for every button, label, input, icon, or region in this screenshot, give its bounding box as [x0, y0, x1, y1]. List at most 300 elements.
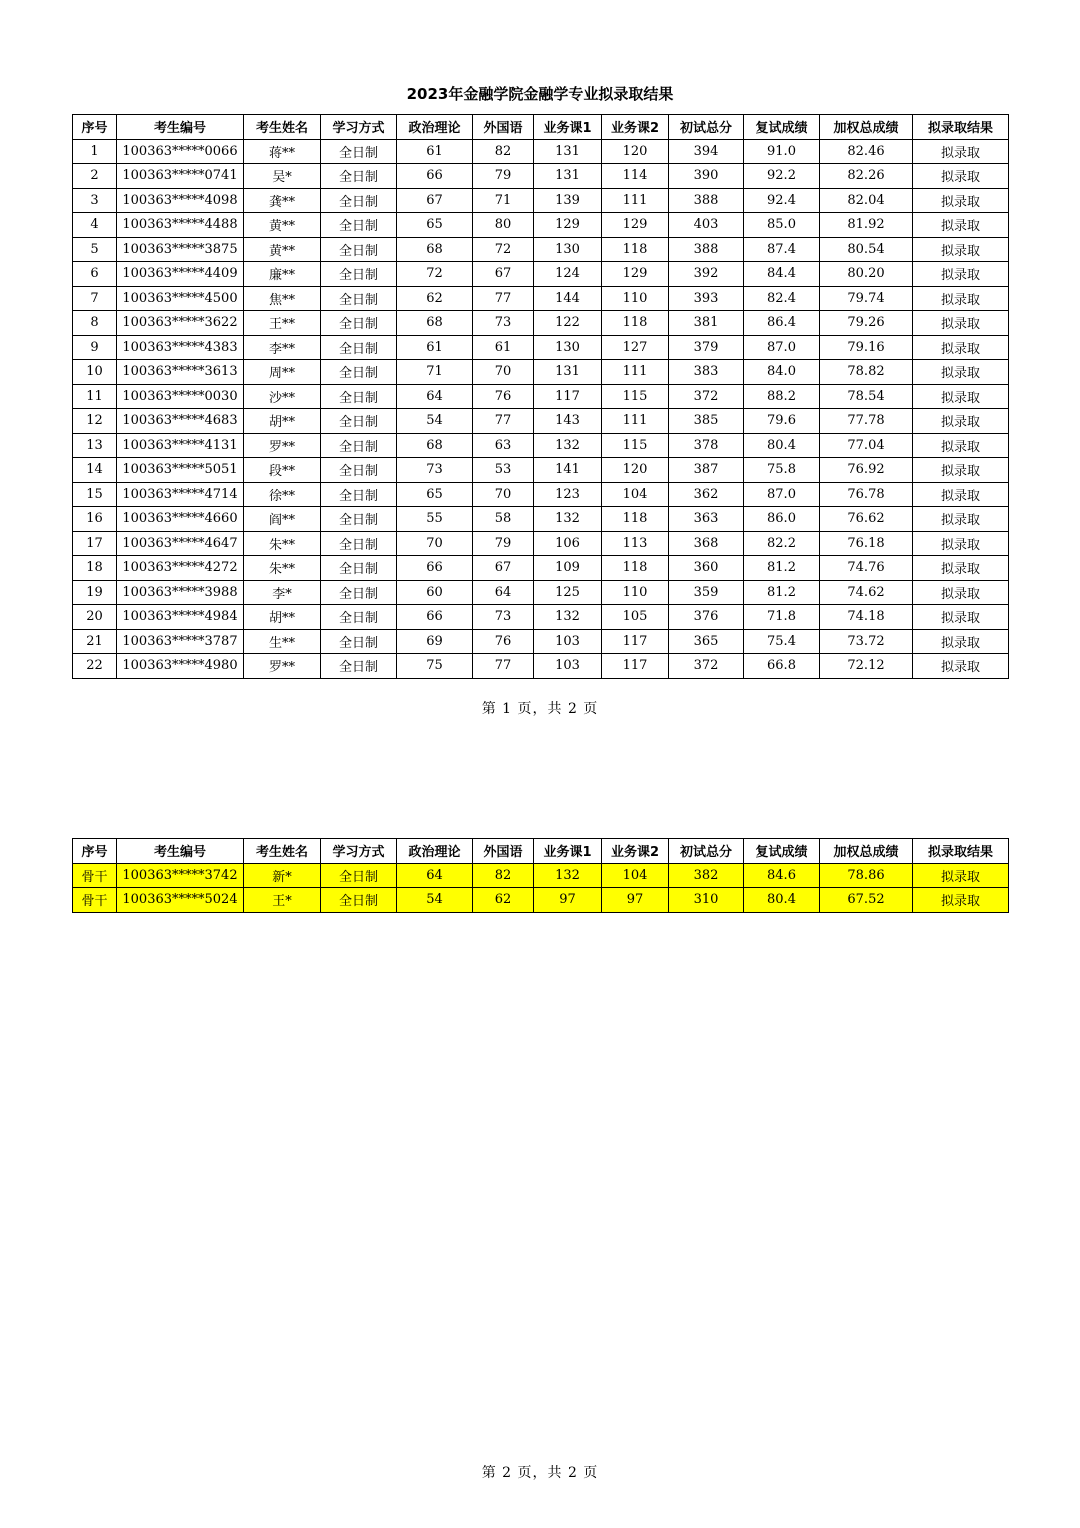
- table-cell: 生**: [244, 629, 321, 654]
- table-cell: 全日制: [321, 605, 397, 630]
- table-cell: 114: [602, 164, 669, 189]
- table-cell: 100363*****0066: [117, 139, 244, 164]
- table-cell: 117: [534, 384, 602, 409]
- table-cell: 385: [669, 409, 744, 434]
- table-cell: 105: [602, 605, 669, 630]
- table-cell: 132: [534, 507, 602, 532]
- table-cell: 100363*****4383: [117, 335, 244, 360]
- table-cell: 全日制: [321, 433, 397, 458]
- table-cell: 拟录取: [913, 507, 1009, 532]
- table-cell: 22: [73, 654, 117, 679]
- table-cell: 82.04: [820, 188, 913, 213]
- table-cell: 130: [534, 237, 602, 262]
- table-cell: 拟录取: [913, 409, 1009, 434]
- column-header: 加权总成绩: [820, 839, 913, 864]
- table-cell: 103: [534, 654, 602, 679]
- table-cell: 100363*****4683: [117, 409, 244, 434]
- table-cell: 392: [669, 262, 744, 287]
- table-cell: 376: [669, 605, 744, 630]
- table-cell: 115: [602, 384, 669, 409]
- table-cell: 82: [473, 863, 534, 888]
- table-cell: 75: [397, 654, 473, 679]
- table-cell: 79.74: [820, 286, 913, 311]
- table-cell: 拟录取: [913, 605, 1009, 630]
- table-cell: 66: [397, 556, 473, 581]
- table-cell: 79.16: [820, 335, 913, 360]
- table-cell: 65: [397, 213, 473, 238]
- table-cell: 全日制: [321, 213, 397, 238]
- table-cell: 109: [534, 556, 602, 581]
- table-cell: 365: [669, 629, 744, 654]
- table-cell: 60: [397, 580, 473, 605]
- table-cell: 周**: [244, 360, 321, 385]
- table-cell: 朱**: [244, 556, 321, 581]
- table-cell: 100363*****5024: [117, 888, 244, 913]
- table-cell: 66.8: [744, 654, 820, 679]
- table-cell: 拟录取: [913, 213, 1009, 238]
- column-header: 业务课1: [534, 115, 602, 140]
- table-cell: 382: [669, 863, 744, 888]
- table-cell: 徐**: [244, 482, 321, 507]
- table-cell: 70: [397, 531, 473, 556]
- table-cell: 72: [397, 262, 473, 287]
- table-cell: 120: [602, 139, 669, 164]
- table-cell: 372: [669, 654, 744, 679]
- table-cell: 全日制: [321, 360, 397, 385]
- page-footer-2: 第 2 页，共 2 页: [481, 1465, 599, 1481]
- table-row: [73, 164, 1009, 189]
- table-cell: 全日制: [321, 580, 397, 605]
- table-cell: 75.8: [744, 458, 820, 483]
- page-footer-1: 第 1 页，共 2 页: [481, 701, 599, 717]
- table-cell: 78.82: [820, 360, 913, 385]
- table-cell: 全日制: [321, 654, 397, 679]
- table-cell: 80.54: [820, 237, 913, 262]
- table-cell: 79: [473, 164, 534, 189]
- column-header: 业务课2: [602, 115, 669, 140]
- table-cell: 100363*****0030: [117, 384, 244, 409]
- table-cell: 拟录取: [913, 286, 1009, 311]
- table-cell: 393: [669, 286, 744, 311]
- table-row: [73, 629, 1009, 654]
- table-cell: 79: [473, 531, 534, 556]
- table-cell: 67: [473, 556, 534, 581]
- table-cell: 黄**: [244, 213, 321, 238]
- table-cell: 12: [73, 409, 117, 434]
- table-cell: 67.52: [820, 888, 913, 913]
- table-cell: 全日制: [321, 384, 397, 409]
- table-cell: 381: [669, 311, 744, 336]
- table-cell: 129: [602, 262, 669, 287]
- table-cell: 388: [669, 237, 744, 262]
- table-cell: 92.2: [744, 164, 820, 189]
- table-cell: 拟录取: [913, 139, 1009, 164]
- table-cell: 100363*****4131: [117, 433, 244, 458]
- table-cell: 75.4: [744, 629, 820, 654]
- table-cell: 71: [473, 188, 534, 213]
- table-cell: 115: [602, 433, 669, 458]
- table-cell: 120: [602, 458, 669, 483]
- table-cell: 132: [534, 605, 602, 630]
- column-header: 政治理论: [397, 839, 473, 864]
- table-cell: 76: [473, 629, 534, 654]
- table-cell: 139: [534, 188, 602, 213]
- table-row: [73, 507, 1009, 532]
- column-header: 序号: [73, 839, 117, 864]
- table-cell: 拟录取: [913, 531, 1009, 556]
- table-cell: 全日制: [321, 237, 397, 262]
- table-cell: 100363*****0741: [117, 164, 244, 189]
- table-cell: 蒋**: [244, 139, 321, 164]
- table-cell: 383: [669, 360, 744, 385]
- table-cell: 全日制: [321, 409, 397, 434]
- table-cell: 全日制: [321, 335, 397, 360]
- table-cell: 73: [473, 605, 534, 630]
- table-cell: 143: [534, 409, 602, 434]
- table-cell: 全日制: [321, 262, 397, 287]
- table-cell: 388: [669, 188, 744, 213]
- table-cell: 全日制: [321, 286, 397, 311]
- table-cell: 86.4: [744, 311, 820, 336]
- table-cell: 4: [73, 213, 117, 238]
- table-cell: 拟录取: [913, 458, 1009, 483]
- table-cell: 13: [73, 433, 117, 458]
- table-cell: 70: [473, 360, 534, 385]
- table-cell: 全日制: [321, 139, 397, 164]
- table-cell: 81.2: [744, 580, 820, 605]
- table-cell: 全日制: [321, 311, 397, 336]
- table-cell: 54: [397, 409, 473, 434]
- table-row: [73, 888, 1009, 913]
- table-cell: 77: [473, 654, 534, 679]
- table-cell: 拟录取: [913, 335, 1009, 360]
- table-cell: 71.8: [744, 605, 820, 630]
- table-cell: 61: [397, 139, 473, 164]
- table-cell: 拟录取: [913, 654, 1009, 679]
- table-cell: 122: [534, 311, 602, 336]
- table-cell: 82.46: [820, 139, 913, 164]
- table-cell: 骨干: [73, 863, 117, 888]
- table-cell: 110: [602, 286, 669, 311]
- table-header-row: [73, 115, 1009, 140]
- table-cell: 拟录取: [913, 360, 1009, 385]
- table-cell: 74.18: [820, 605, 913, 630]
- table-row: [73, 139, 1009, 164]
- table-cell: 117: [602, 629, 669, 654]
- table-cell: 64: [397, 384, 473, 409]
- table-cell: 394: [669, 139, 744, 164]
- column-header: 加权总成绩: [820, 115, 913, 140]
- table-cell: 65: [397, 482, 473, 507]
- table-cell: 359: [669, 580, 744, 605]
- table-cell: 拟录取: [913, 556, 1009, 581]
- table-cell: 全日制: [321, 531, 397, 556]
- table-cell: 87.0: [744, 482, 820, 507]
- table-row: [73, 311, 1009, 336]
- table-cell: 骨干: [73, 888, 117, 913]
- table-cell: 390: [669, 164, 744, 189]
- table-cell: 80.4: [744, 888, 820, 913]
- table-cell: 100363*****4488: [117, 213, 244, 238]
- table-cell: 68: [397, 237, 473, 262]
- table-cell: 100363*****3988: [117, 580, 244, 605]
- table-cell: 阎**: [244, 507, 321, 532]
- table-cell: 64: [397, 863, 473, 888]
- table-cell: 黄**: [244, 237, 321, 262]
- column-header: 业务课2: [602, 839, 669, 864]
- table-cell: 吴*: [244, 164, 321, 189]
- table-row: [73, 188, 1009, 213]
- table-cell: 127: [602, 335, 669, 360]
- table-cell: 82.26: [820, 164, 913, 189]
- table-cell: 97: [534, 888, 602, 913]
- table-cell: 19: [73, 580, 117, 605]
- table-cell: 76.18: [820, 531, 913, 556]
- table-cell: 全日制: [321, 458, 397, 483]
- table-cell: 85.0: [744, 213, 820, 238]
- table-cell: 100363*****3613: [117, 360, 244, 385]
- table-cell: 141: [534, 458, 602, 483]
- table-cell: 76.92: [820, 458, 913, 483]
- table-cell: 李*: [244, 580, 321, 605]
- table-cell: 86.0: [744, 507, 820, 532]
- table-cell: 79.26: [820, 311, 913, 336]
- table-cell: 97: [602, 888, 669, 913]
- table-cell: 372: [669, 384, 744, 409]
- table-cell: 拟录取: [913, 433, 1009, 458]
- column-header: 考生姓名: [244, 839, 321, 864]
- table-cell: 100363*****5051: [117, 458, 244, 483]
- table-cell: 117: [602, 654, 669, 679]
- page-title: 2023年金融学院金融学专业拟录取结果: [406, 85, 674, 103]
- table-row: [73, 458, 1009, 483]
- table-cell: 82: [473, 139, 534, 164]
- column-header: 初试总分: [669, 115, 744, 140]
- table-cell: 363: [669, 507, 744, 532]
- table-cell: 7: [73, 286, 117, 311]
- table-cell: 70: [473, 482, 534, 507]
- table-cell: 92.4: [744, 188, 820, 213]
- table-cell: 73: [473, 311, 534, 336]
- table-cell: 胡**: [244, 409, 321, 434]
- table-cell: 67: [397, 188, 473, 213]
- table-cell: 73: [397, 458, 473, 483]
- table-cell: 129: [602, 213, 669, 238]
- table-row: [73, 482, 1009, 507]
- table-cell: 53: [473, 458, 534, 483]
- table-row: [73, 384, 1009, 409]
- table-cell: 123: [534, 482, 602, 507]
- table-cell: 81.2: [744, 556, 820, 581]
- table-cell: 全日制: [321, 188, 397, 213]
- table-row: [73, 237, 1009, 262]
- table-cell: 84.4: [744, 262, 820, 287]
- table-cell: 100363*****3875: [117, 237, 244, 262]
- table-cell: 焦**: [244, 286, 321, 311]
- table-cell: 81.92: [820, 213, 913, 238]
- table-row: [73, 335, 1009, 360]
- table-cell: 拟录取: [913, 580, 1009, 605]
- table-cell: 118: [602, 237, 669, 262]
- column-header: 外国语: [473, 115, 534, 140]
- table-row: [73, 286, 1009, 311]
- table-cell: 罗**: [244, 654, 321, 679]
- table-cell: 113: [602, 531, 669, 556]
- table-cell: 62: [397, 286, 473, 311]
- table-cell: 77.78: [820, 409, 913, 434]
- table-cell: 80.4: [744, 433, 820, 458]
- table-cell: 76: [473, 384, 534, 409]
- table-cell: 100363*****4500: [117, 286, 244, 311]
- table-cell: 5: [73, 237, 117, 262]
- column-header: 序号: [73, 115, 117, 140]
- table-cell: 61: [473, 335, 534, 360]
- table-cell: 拟录取: [913, 384, 1009, 409]
- table-cell: 61: [397, 335, 473, 360]
- table-cell: 91.0: [744, 139, 820, 164]
- table-cell: 104: [602, 482, 669, 507]
- table-cell: 69: [397, 629, 473, 654]
- table-cell: 54: [397, 888, 473, 913]
- table-cell: 沙**: [244, 384, 321, 409]
- table-cell: 77: [473, 286, 534, 311]
- table-row: [73, 531, 1009, 556]
- table-cell: 罗**: [244, 433, 321, 458]
- table-cell: 78.54: [820, 384, 913, 409]
- table-cell: 130: [534, 335, 602, 360]
- table-cell: 104: [602, 863, 669, 888]
- table-cell: 131: [534, 139, 602, 164]
- table-row: [73, 556, 1009, 581]
- table-header-row: [73, 839, 1009, 864]
- column-header: 初试总分: [669, 839, 744, 864]
- table-row: [73, 580, 1009, 605]
- table-cell: 拟录取: [913, 482, 1009, 507]
- table-cell: 拟录取: [913, 262, 1009, 287]
- table-cell: 朱**: [244, 531, 321, 556]
- table-cell: 2: [73, 164, 117, 189]
- table-cell: 拟录取: [913, 863, 1009, 888]
- table-cell: 129: [534, 213, 602, 238]
- table-cell: 403: [669, 213, 744, 238]
- table-cell: 71: [397, 360, 473, 385]
- table-cell: 11: [73, 384, 117, 409]
- column-header: 复试成绩: [744, 839, 820, 864]
- table-cell: 84.0: [744, 360, 820, 385]
- table-row: [73, 433, 1009, 458]
- table-cell: 21: [73, 629, 117, 654]
- table-cell: 76.78: [820, 482, 913, 507]
- table-cell: 76.62: [820, 507, 913, 532]
- table-cell: 132: [534, 863, 602, 888]
- table-cell: 拟录取: [913, 164, 1009, 189]
- table-cell: 100363*****4272: [117, 556, 244, 581]
- table-cell: 68: [397, 433, 473, 458]
- table-cell: 88.2: [744, 384, 820, 409]
- table-cell: 58: [473, 507, 534, 532]
- table-cell: 64: [473, 580, 534, 605]
- table-cell: 胡**: [244, 605, 321, 630]
- table-cell: 144: [534, 286, 602, 311]
- table-cell: 全日制: [321, 629, 397, 654]
- table-cell: 124: [534, 262, 602, 287]
- table-row: [73, 654, 1009, 679]
- table-cell: 15: [73, 482, 117, 507]
- column-header: 学习方式: [321, 115, 397, 140]
- table-cell: 125: [534, 580, 602, 605]
- table-cell: 全日制: [321, 507, 397, 532]
- table-cell: 131: [534, 164, 602, 189]
- table-cell: 100363*****3622: [117, 311, 244, 336]
- column-header: 政治理论: [397, 115, 473, 140]
- table-cell: 100363*****4098: [117, 188, 244, 213]
- table-cell: 110: [602, 580, 669, 605]
- column-header: 复试成绩: [744, 115, 820, 140]
- table-cell: 55: [397, 507, 473, 532]
- table-cell: 100363*****3742: [117, 863, 244, 888]
- table-cell: 118: [602, 507, 669, 532]
- admission-table-page1: [72, 114, 1009, 679]
- table-cell: 17: [73, 531, 117, 556]
- table-cell: 廉**: [244, 262, 321, 287]
- table-row: [73, 262, 1009, 287]
- table-cell: 80: [473, 213, 534, 238]
- table-cell: 100363*****4660: [117, 507, 244, 532]
- table-cell: 全日制: [321, 164, 397, 189]
- column-header: 拟录取结果: [913, 839, 1009, 864]
- table-cell: 118: [602, 556, 669, 581]
- table-cell: 378: [669, 433, 744, 458]
- column-header: 业务课1: [534, 839, 602, 864]
- table-cell: 100363*****3787: [117, 629, 244, 654]
- table-cell: 131: [534, 360, 602, 385]
- table-cell: 310: [669, 888, 744, 913]
- table-row: [73, 213, 1009, 238]
- table-cell: 80.20: [820, 262, 913, 287]
- table-cell: 全日制: [321, 556, 397, 581]
- column-header: 考生编号: [117, 115, 244, 140]
- table-cell: 72: [473, 237, 534, 262]
- table-cell: 368: [669, 531, 744, 556]
- table-cell: 79.6: [744, 409, 820, 434]
- table-cell: 100363*****4984: [117, 605, 244, 630]
- table-cell: 16: [73, 507, 117, 532]
- table-cell: 72.12: [820, 654, 913, 679]
- table-cell: 王**: [244, 311, 321, 336]
- table-cell: 62: [473, 888, 534, 913]
- table-cell: 132: [534, 433, 602, 458]
- table-cell: 100363*****4980: [117, 654, 244, 679]
- table-cell: 全日制: [321, 482, 397, 507]
- table-cell: 103: [534, 629, 602, 654]
- table-cell: 拟录取: [913, 237, 1009, 262]
- table-cell: 18: [73, 556, 117, 581]
- table-cell: 新*: [244, 863, 321, 888]
- table-row: [73, 360, 1009, 385]
- table-cell: 6: [73, 262, 117, 287]
- table-cell: 拟录取: [913, 311, 1009, 336]
- table-cell: 78.86: [820, 863, 913, 888]
- table-cell: 8: [73, 311, 117, 336]
- table-cell: 66: [397, 605, 473, 630]
- table-cell: 77.04: [820, 433, 913, 458]
- table-cell: 68: [397, 311, 473, 336]
- table-row: [73, 863, 1009, 888]
- table-cell: 111: [602, 188, 669, 213]
- table-cell: 362: [669, 482, 744, 507]
- table-cell: 87.4: [744, 237, 820, 262]
- column-header: 学习方式: [321, 839, 397, 864]
